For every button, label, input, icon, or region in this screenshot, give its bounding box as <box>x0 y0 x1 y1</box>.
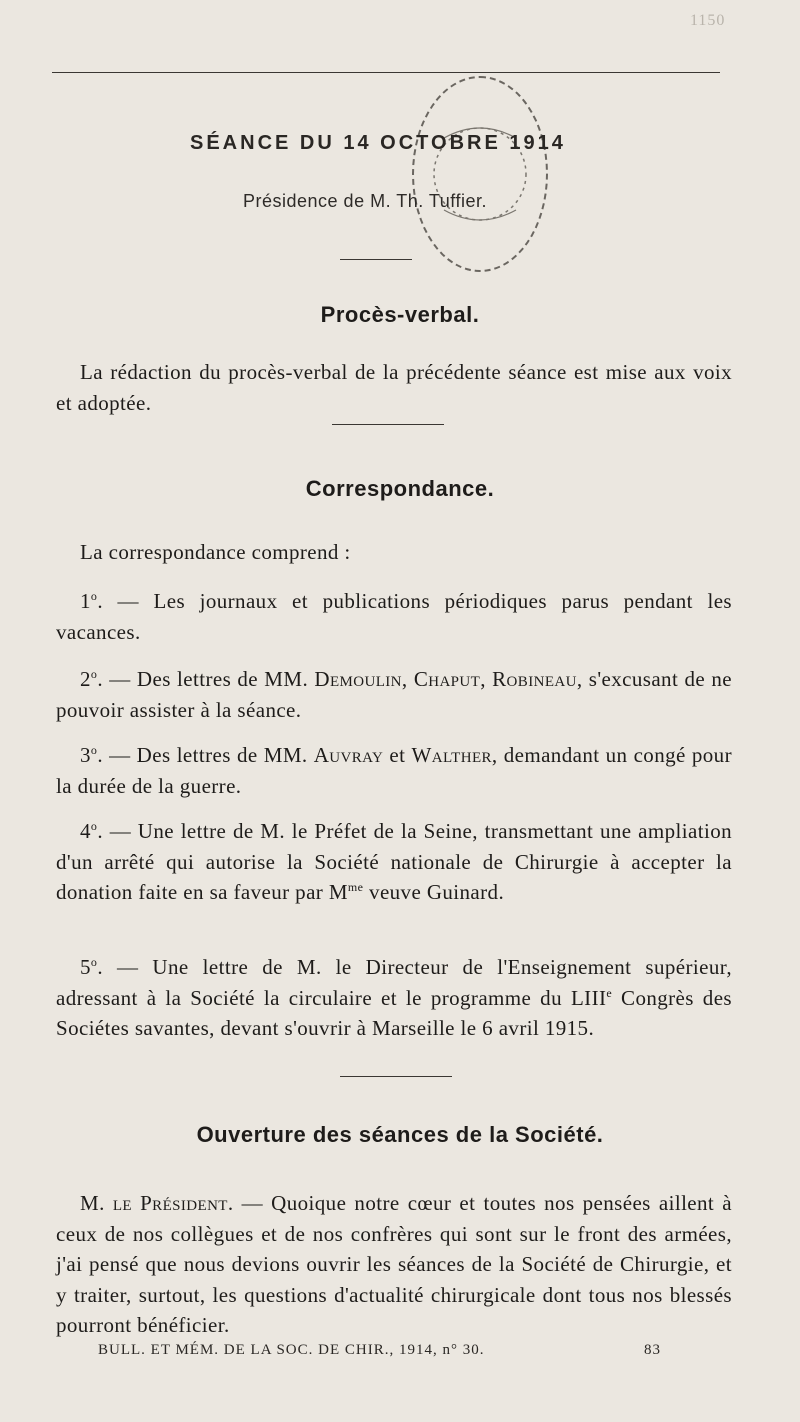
presidence-line: Présidence de M. Th. Tuffier. <box>243 191 487 211</box>
separator-rule <box>340 259 412 260</box>
proces-verbal-text: La rédaction du procès-verbal de la précédente séance est mise aux voix et adoptée. <box>56 360 732 415</box>
seance-title: SÉANCE DU 14 OCTOBRE 1914 <box>190 132 566 154</box>
speaker: M. le Président. <box>80 1191 234 1215</box>
ouverture-text: M. le Président. — Quoique notre cœur et toutes nos pensées aillent à ceux de nos collègues et de nos confrères qui sont sur le front des armées, j'ai pensé que nous devions ouvrir les séances de la Société de Chirurgie, et y traiter, surtout, les questions d'actualité chirurgicale dont tous nos blessés pourront bénéficier. <box>56 1191 733 1337</box>
correspondance-item-1: 1$^o$. — Les journaux et publications périodiques parus pendant les vacances. <box>56 589 732 644</box>
correspondance-item-5: 5$^o$. — Une lettre de M. le Directeur de l'Enseignement supérieur, adressant à la Société la circulaire et le programme du LIIIe Congrès des Sociétes savantes, devant s'ouvrir à Marseille le 6 avril 1915. <box>56 955 732 1040</box>
library-stamp <box>412 76 548 272</box>
page-number: 1150 <box>690 12 726 29</box>
separator-rule <box>340 1076 452 1077</box>
footer <box>98 1342 698 1359</box>
footer-citation: BULL. ET MÉM. DE LA SOC. DE CHIR., 1914, n° 30. <box>98 1342 485 1358</box>
proces-verbal-heading: Procès-verbal. <box>320 302 480 327</box>
stamp-ornament <box>414 78 546 270</box>
correspondance-heading: Correspondance. <box>305 476 495 501</box>
correspondance-item-3: 3$^o$. — Des lettres de MM. Auvray et Walther, demandant un congé pour la durée de la guerre. <box>56 743 732 798</box>
folio: 83 <box>644 1342 661 1358</box>
ouverture-heading: Ouverture des séances de la Société. <box>196 1122 604 1147</box>
correspondance-item-2: 2$^o$. — Des lettres de MM. Demoulin, Chaput, Robineau, s'excusant de ne pouvoir assister à la séance. <box>56 667 732 722</box>
separator-rule <box>332 424 444 425</box>
correspondance-intro: La correspondance comprend : <box>80 540 351 564</box>
top-rule <box>52 72 720 73</box>
correspondance-item-4: 4$^o$. — Une lettre de M. le Préfet de la Seine, transmettant une ampliation d'un arrêté qui autorise la Société nationale de Chirurgie à accepter la donation faite en sa faveur par $M^{me}$ veuve Guinard. <box>56 819 732 904</box>
